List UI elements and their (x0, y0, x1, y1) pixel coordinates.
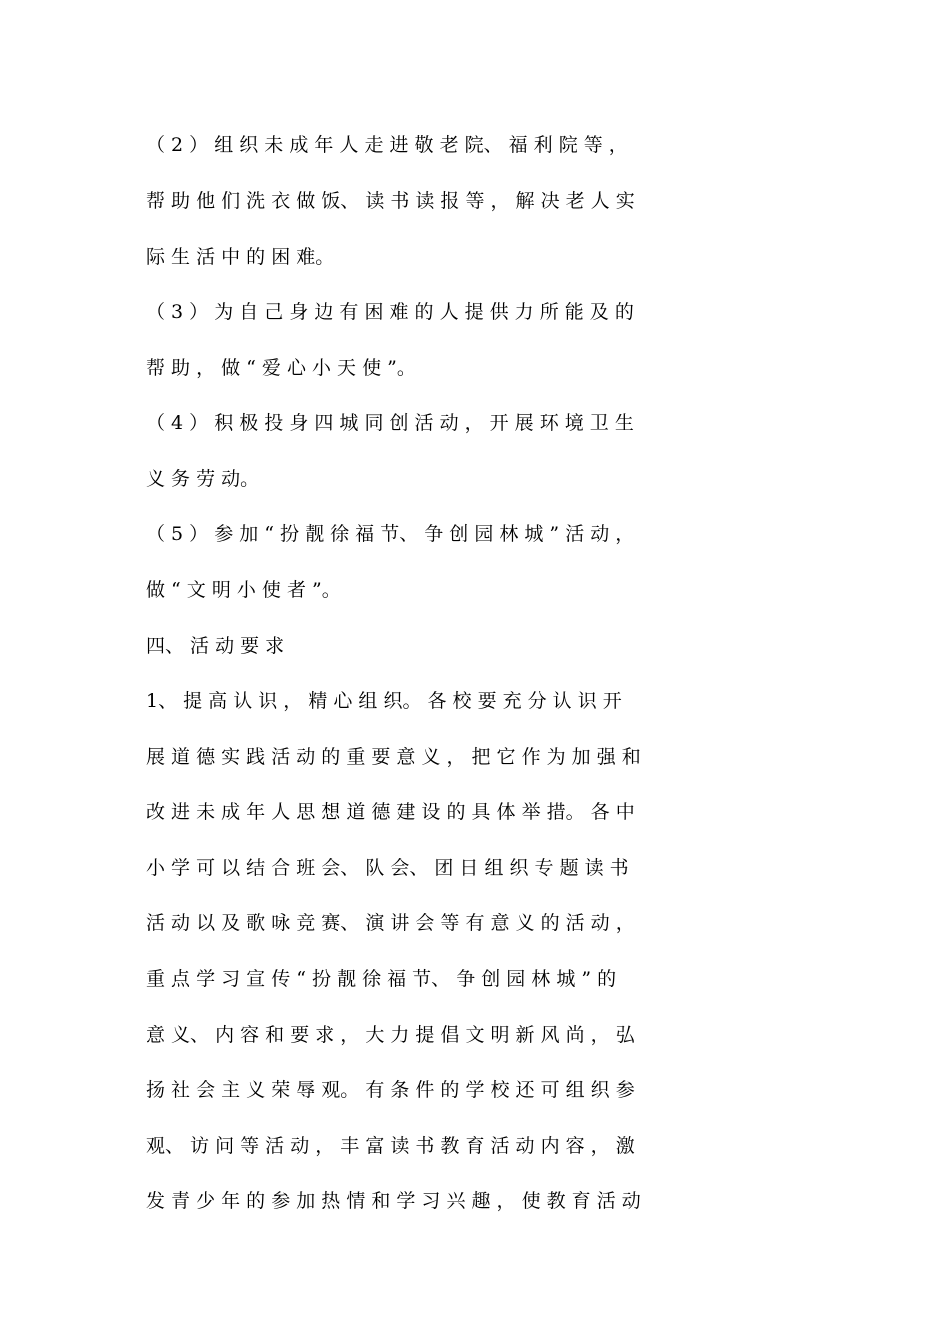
text-line-14: 小 学 可 以 结 合 班 会、 队 会、 团 日 组 织 专 题 读 书 (146, 857, 629, 879)
text-line-5: 帮 助 ， 做 “ 爱 心 小 天 使 ”。 (146, 357, 416, 379)
text-line-8: （ 5 ） 参 加 “ 扮 靓 徐 福 节、 争 创 园 林 城 ” 活 动 ， (146, 523, 635, 545)
text-line-9: 做 “ 文 明 小 使 者 ”。 (146, 579, 341, 601)
text-line-19: 观、 访 问 等 活 动 ， 丰 富 读 书 教 育 活 动 内 容 ， 激 (146, 1135, 635, 1157)
text-line-1: （ 2 ） 组 织 未 成 年 人 走 进 敬 老 院、 福 利 院 等 ， (146, 134, 628, 156)
text-line-2: 帮 助 他 们 洗 衣 做 饭、 读 书 读 报 等 ， 解 决 老 人 实 (146, 190, 635, 212)
section-heading: 四、 活 动 要 求 (146, 635, 285, 657)
text-line-15: 活 动 以 及 歌 咏 竞 赛、 演 讲 会 等 有 意 义 的 活 动 ， (146, 912, 635, 934)
text-line-16: 重 点 学 习 宣 传 “ 扮 靓 徐 福 节、 争 创 园 林 城 ” 的 (146, 968, 617, 990)
text-line-17: 意 义、 内 容 和 要 求 ， 大 力 提 倡 文 明 新 风 尚 ， 弘 (146, 1024, 635, 1046)
text-line-12: 展 道 德 实 践 活 动 的 重 要 意 义 ， 把 它 作 为 加 强 和 (146, 746, 641, 768)
text-line-7: 义 务 劳 动。 (146, 468, 260, 490)
text-line-13: 改 进 未 成 年 人 思 想 道 德 建 设 的 具 体 举 措。 各 中 (146, 801, 635, 823)
text-line-11: 1、 提 高 认 识 ， 精 心 组 织。 各 校 要 充 分 认 识 开 (146, 690, 622, 712)
text-line-6: （ 4 ） 积 极 投 身 四 城 同 创 活 动 ， 开 展 环 境 卫 生 (146, 412, 634, 434)
text-line-3: 际 生 活 中 的 困 难。 (146, 246, 335, 268)
text-line-4: （ 3 ） 为 自 己 身 边 有 困 难 的 人 提 供 力 所 能 及 的 (146, 301, 634, 323)
text-line-20: 发 青 少 年 的 参 加 热 情 和 学 习 兴 趣 ， 使 教 育 活 动 (146, 1190, 641, 1212)
text-line-18: 扬 社 会 主 义 荣 辱 观。 有 条 件 的 学 校 还 可 组 织 参 (146, 1079, 635, 1101)
